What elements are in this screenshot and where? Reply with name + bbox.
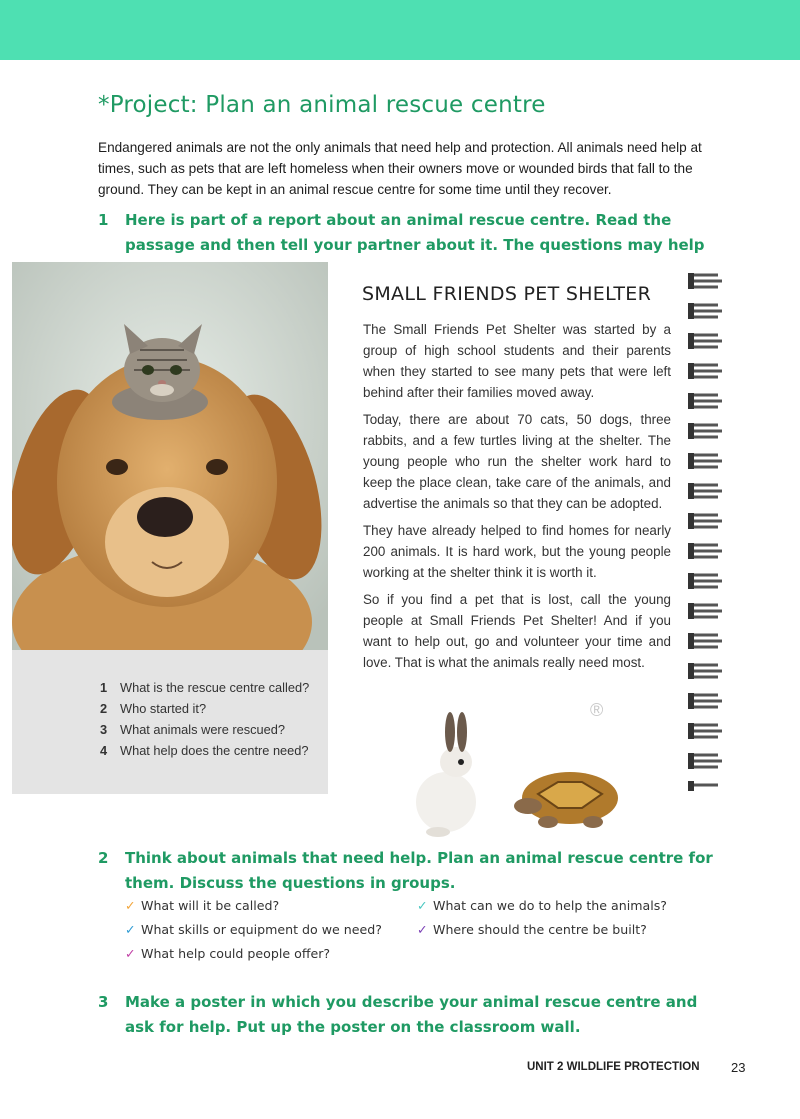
question-item — [100, 698, 309, 719]
question-number: 2 — [100, 701, 108, 716]
checklist-text: What can we do to help the animals? — [433, 898, 667, 913]
check-icon: ✓ — [417, 922, 428, 937]
task-2-text: Think about animals that need help. Plan an animal rescue centre for them. Discuss the questions in groups. — [125, 849, 713, 892]
question-number: 3 — [100, 722, 108, 737]
question-text: What help does the centre need? — [120, 743, 309, 758]
header-band — [0, 0, 800, 60]
checklist-text: Where should the centre be built? — [433, 922, 647, 937]
task-3-number: 3 — [98, 993, 109, 1011]
dog-and-kitten-photo — [12, 262, 328, 650]
question-item — [100, 719, 309, 740]
article-paragraph: The Small Friends Pet Shelter was started by a group of high school students and their parents when they started to see many pets that were left behind after their families moved away. — [363, 322, 671, 400]
checklist-item — [125, 898, 279, 913]
question-number: 1 — [100, 680, 108, 695]
task-2 — [98, 846, 718, 896]
checklist-item — [417, 922, 647, 937]
task-3 — [98, 990, 718, 1040]
checklist-item — [125, 946, 330, 961]
question-number: 4 — [100, 743, 108, 758]
discussion-questions — [100, 677, 309, 761]
task-1-text: Here is part of a report about an animal rescue centre. Read the passage and then tell your partner about it. The questions may help — [125, 211, 705, 254]
page-number: 23 — [731, 1060, 746, 1075]
article-body — [363, 319, 671, 679]
check-icon: ✓ — [417, 898, 428, 913]
question-text: Who started it? — [120, 701, 207, 716]
checklist-text: What help could people offer? — [141, 946, 331, 961]
task-1-number: 1 — [98, 211, 109, 229]
footer-unit-label: UNIT 2 WILDLIFE PROTECTION — [527, 1061, 700, 1073]
check-icon: ✓ — [125, 946, 136, 961]
checklist-item — [417, 898, 667, 913]
question-item — [100, 740, 309, 761]
article-paragraph: They have already helped to find homes for nearly 200 animals. It is hard work, but the young people working at the shelter think it is worth it. — [363, 523, 671, 580]
task-3-text: Make a poster in which you describe your animal rescue centre and ask for help. Put up the poster on the classroom wall. — [125, 993, 698, 1036]
question-item — [100, 677, 309, 698]
article-paragraph: Today, there are about 70 cats, 50 dogs, three rabbits, and a few turtles living at the shelter. The young people who run the shelter work hard to keep the place clean, take care of the animals, and advertise the animals so that they can be adopted. — [363, 412, 671, 511]
checklist-text: What will it be called? — [141, 898, 280, 913]
page-title: *Project: Plan an animal rescue centre — [98, 92, 546, 118]
checklist-text: What skills or equipment do we need? — [141, 922, 382, 937]
check-icon: ✓ — [125, 898, 136, 913]
rabbit-and-turtle-illustration — [398, 710, 628, 840]
watermark-mark: ® — [590, 700, 604, 720]
question-text: What is the rescue centre called? — [120, 680, 310, 695]
article-title: SMALL FRIENDS PET SHELTER — [362, 283, 652, 305]
check-icon: ✓ — [125, 922, 136, 937]
notebook-spiral-binding — [688, 265, 728, 795]
intro-paragraph: Endangered animals are not the only animals that need help and protection. All animals need help at times, such as pets that are left homeless when their owners move or wounded birds that fall to the ground. They can be kept in an animal rescue centre for some time until they recover. — [98, 140, 702, 197]
article-paragraph: So if you find a pet that is lost, call the young people at Small Friends Pet Shelter! And if you want to help out, go and volunteer your time and love. That is what the animals really need most. — [363, 592, 671, 670]
question-text: What animals were rescued? — [120, 722, 286, 737]
dog-kitten-illustration — [12, 262, 328, 650]
checklist-item — [125, 922, 382, 937]
task-2-number: 2 — [98, 849, 109, 867]
